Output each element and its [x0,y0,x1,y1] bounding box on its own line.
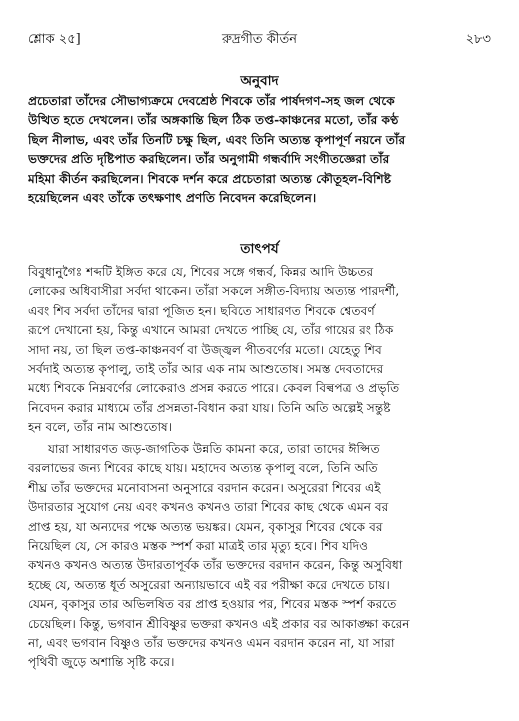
purport-line: শীঘ্র তাঁর ভক্তদের মনোবাসনা অনুসারে বরদান করেন। অসুরেরা শিবের এই [28,480,381,495]
purport-line: যারা সাধারণত জড়-জাগতিক উন্নতি কামনা করে, তারা তাদের ঈপ্সিত [48,442,380,456]
verse-reference: শ্লোক ২৫] [28,32,81,47]
purport-heading: তাৎপর্য [240,241,279,257]
purport-line: হন বলে, তাঁর নাম আশুতোষ। [28,420,173,435]
translation-line: হয়েছিলেন এবং তাঁকে তৎক্ষণাৎ প্রণতি নিবেদন করেছিলেন। [28,190,317,205]
purport-line: সাদা নয়, তা ছিল তপ্ত-কাঞ্চনবর্ণ বা উজ্জ্বল পীতবর্ণের মতো। যেহেতু শিব [28,342,382,357]
purport-paragraph-1 [28,263,492,438]
purport-line: পৃথিবী জুড়ে অশান্তি সৃষ্টি করে। [28,655,175,670]
purport-line: নিয়েছিল যে, সে কারও মস্তক স্পর্শ করা মাত্রই তার মৃত্যু হবে। শিব যদিও [28,538,369,553]
purport-line: চেয়েছিল। কিন্তু, ভগবান শ্রীবিষ্ণুর ভক্তরা কখনও এই প্রকার বর আকাঙ্ক্ষা করেন [28,616,410,631]
purport-line: মধ্যে শিবকে নিম্নবর্ণের লোকেরাও প্রসন্ন করতে পারে। কেবল বিল্বপত্র ও প্রভৃতি [28,381,400,396]
translation-heading: অনুবাদ [240,73,279,89]
translation-line: প্রচেতারা তাঁদের সৌভাগ্যক্রমে দেবশ্রেষ্ঠ শিবকে তাঁর পার্ষদগণ-সহ জল থেকে [28,94,395,108]
purport-line: সর্বদাই অত্যন্ত কৃপালু, তাই তাঁর আর এক নাম আশুতোষ। সমস্ত দেবতাদের [28,361,384,376]
page-header [28,30,491,52]
purport-line: এবং শিব সর্বদা তাঁদের দ্বারা পূজিত হন। ছবিতে সাধারণত শিবকে শ্বেতবর্ণ [28,303,375,318]
purport-paragraph-2 [28,440,492,673]
chapter-title: রুদ্রগীত কীর্তন [221,32,298,47]
purport-line: লোকের অধিবাসীরা সর্বদা থাকেন। তাঁরা সকলে সঙ্গীত-বিদ্যায় অত্যন্ত পারদর্শী, [28,284,400,299]
purport-line: বিবুধানুগৈঃ শব্দটি ইঙ্গিত করে যে, শিবের সঙ্গে গন্ধর্ব, কিন্নর আদি উচ্চতর [28,265,374,279]
translation-line: ছিল নীলাভ, এবং তাঁর তিনটি চক্ষু ছিল, এবং তিনি অত্যন্ত কৃপাপূর্ণ নয়নে তাঁর [28,132,406,147]
translation-line: উত্থিত হতে দেখলেন। তাঁর অঙ্গকান্তি ছিল ঠিক তপ্ত-কাঞ্চনের মতো, তাঁর কণ্ঠ [28,113,399,128]
purport-line: না, এবং ভগবান বিষ্ণুও তাঁর ভক্তদের কখনও এমন বরদান করেন না, যা সারা [28,635,395,650]
translation-text [28,92,492,208]
purport-line: হচ্ছে যে, অত্যন্ত ধূর্ত অসুরেরা অন্যায়ভাবে এই বর পরীক্ষা করে দেখতে চায়। [28,577,390,592]
purport-line: কখনও কখনও অত্যন্ত উদারতাপূর্বক তাঁর ভক্তদের বরদান করেন, কিন্তু অসুবিধা [28,558,403,573]
purport-line: প্রাপ্ত হয়, যা অন্যদের পক্ষে অত্যন্ত ভয়ঙ্কর। যেমন, বৃকাসুর শিবের থেকে বর [28,519,383,534]
translation-line: ভক্তদের প্রতি দৃষ্টিপাত করছিলেন। তাঁর অনুগামী গন্ধর্বাদি সংগীতজ্ঞেরা তাঁর [28,152,390,167]
purport-line: উদারতার সুযোগ নেয় এবং কখনও কখনও তারা শিবের কাছ থেকে এমন বর [28,500,389,515]
purport-line: নিবেদন করার মাধ্যমে তাঁর প্রসন্নতা-বিধান করা যায়। তিনি অতি অল্পেই সন্তুষ্ট [28,400,391,415]
purport-line: যেমন, বৃকাসুর তার অভিলষিত বর প্রাপ্ত হওয়ার পর, শিবের মস্তক স্পর্শ করতে [28,597,397,612]
translation-line: মহিমা কীর্তন করছিলেন। শিবকে দর্শন করে প্রচেতারা অত্যন্ত কৌতূহল-বিশিষ্ট [28,171,392,186]
page-number: ২৮৩ [465,32,491,47]
purport-line: বরলাভের জন্য শিবের কাছে যায়। মহাদেব অত্যন্ত কৃপালু বলে, তিনি অতি [28,461,378,476]
purport-line: রূপে দেখানো হয়, কিন্তু এখানে আমরা দেখতে পাচ্ছি যে, তাঁর গায়ের রং ঠিক [28,323,394,338]
